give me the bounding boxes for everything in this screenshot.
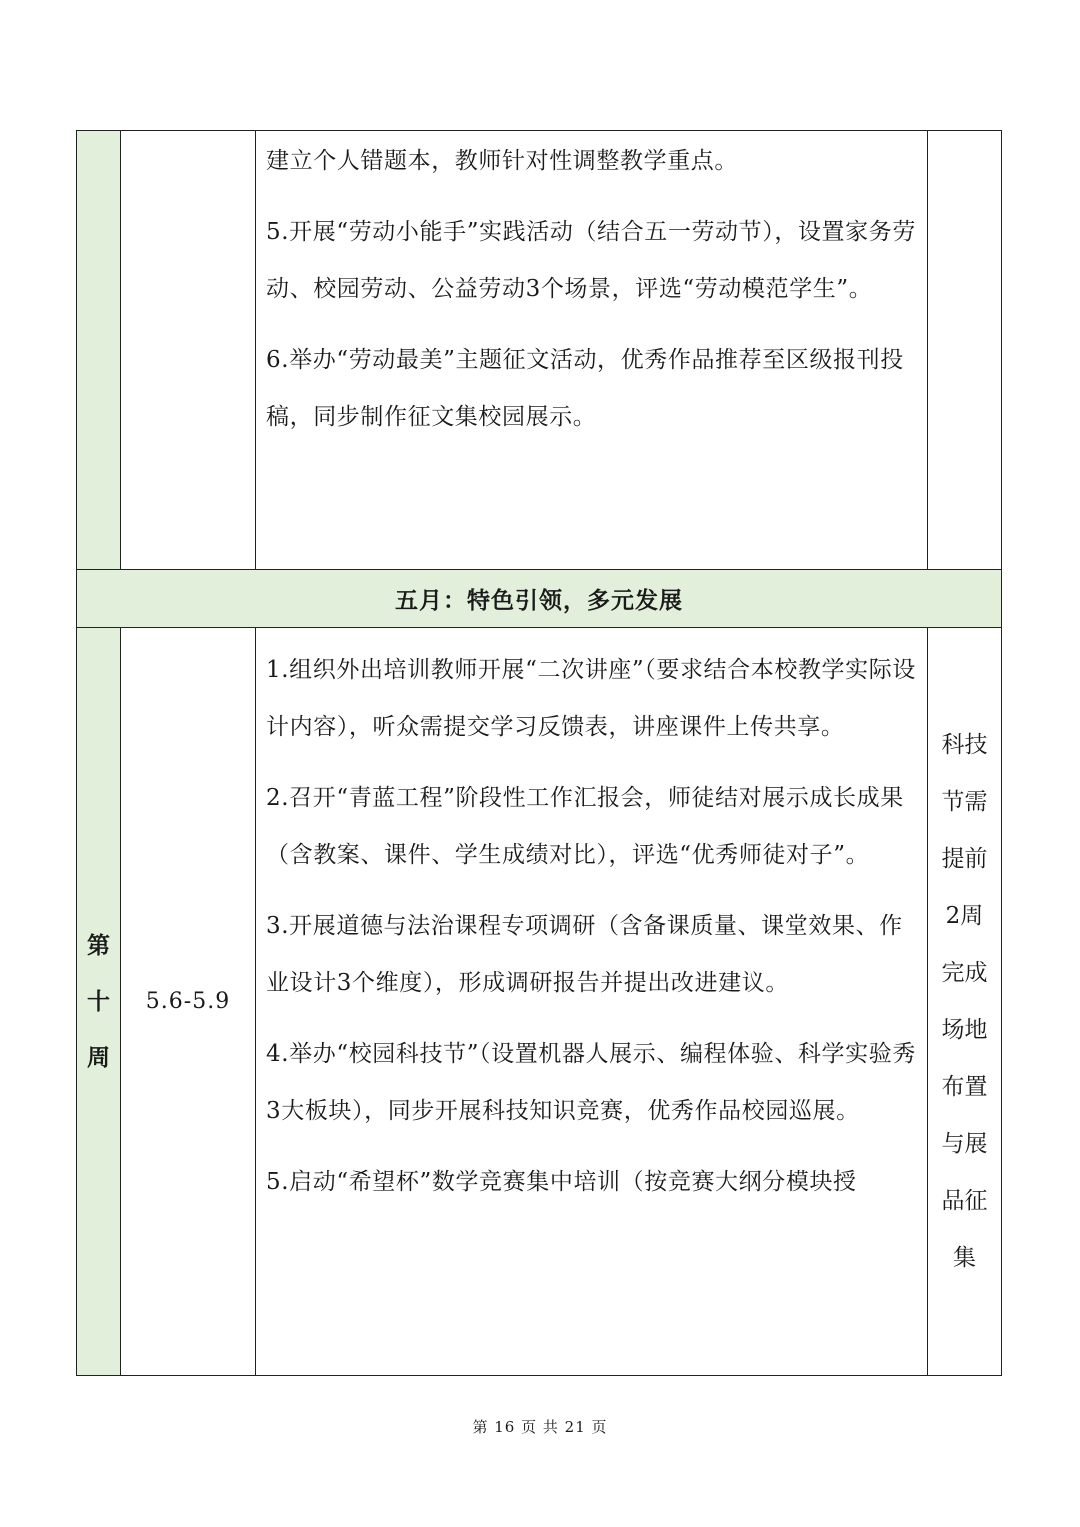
note-cell [928, 131, 1002, 570]
note-line: 布置 [941, 1073, 988, 1100]
note-line: 节需 [941, 788, 988, 815]
total-pages-number: 21 [564, 1418, 586, 1436]
note-line: 2周 [945, 902, 984, 929]
week-cell [77, 628, 121, 1376]
date-cell: 5.6-5.9 [121, 628, 256, 1376]
page-label-suffix: 页 [591, 1418, 608, 1436]
note-cell [928, 628, 1002, 1376]
week-cell [77, 131, 121, 570]
content-cell [256, 628, 928, 1376]
schedule-table [76, 130, 1002, 1376]
week-char: 十 [87, 988, 110, 1015]
current-page-number: 16 [494, 1418, 516, 1436]
list-item: 建立个人错题本，教师针对性调整教学重点。 [266, 148, 738, 174]
week-char: 周 [87, 1044, 110, 1071]
list-item: 5.启动“希望杯”数学竞赛集中培训（按竞赛大纲分模块授 [266, 1169, 857, 1195]
page-label-prefix: 第 [472, 1418, 489, 1436]
note-line: 提前 [941, 845, 988, 872]
page-footer [0, 1416, 1080, 1437]
week-char: 第 [87, 932, 110, 959]
table-row [77, 628, 1002, 1376]
month-header: 五月：特色引领，多元发展 [77, 570, 1002, 628]
note-line: 科技 [941, 731, 988, 758]
note-line: 场地 [941, 1016, 988, 1043]
list-item: 1.组织外出培训教师开展“二次讲座”（要求结合本校教学实际设计内容），听众需提交学习反馈表，讲座课件上传共享。 [266, 657, 916, 740]
list-item: 5.开展“劳动小能手”实践活动（结合五一劳动节），设置家务劳动、校园劳动、公益劳动3个场景，评选“劳动模范学生”。 [266, 219, 916, 302]
note-line: 品征 [941, 1187, 988, 1214]
list-item: 4.举办“校园科技节”（设置机器人展示、编程体验、科学实验秀3大板块），同步开展科技知识竞赛，优秀作品校园巡展。 [266, 1041, 916, 1124]
note-line: 与展 [941, 1130, 988, 1157]
list-item: 2.召开“青蓝工程”阶段性工作汇报会，师徒结对展示成长成果（含教案、课件、学生成绩对比），评选“优秀师徒对子”。 [266, 785, 904, 868]
note-line: 完成 [941, 959, 988, 986]
page-label-mid: 页 共 [521, 1418, 559, 1436]
table-row [77, 131, 1002, 570]
month-header-row [77, 570, 1002, 628]
content-cell [256, 131, 928, 570]
list-item: 3.开展道德与法治课程专项调研（含备课质量、课堂效果、作业设计3个维度），形成调研报告并提出改进建议。 [266, 913, 903, 996]
list-item: 6.举办“劳动最美”主题征文活动，优秀作品推荐至区级报刊投稿，同步制作征文集校园展示。 [266, 347, 904, 430]
note-line: 集 [953, 1244, 976, 1271]
date-cell [121, 131, 256, 570]
